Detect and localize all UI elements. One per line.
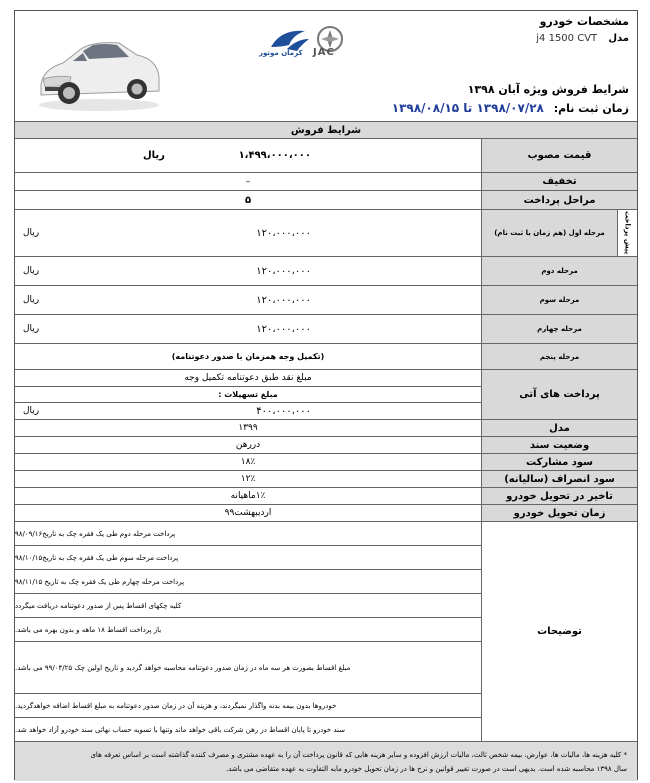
model-year-value: ۱۳۹۹ (238, 423, 258, 433)
kerman-motor-logo-text: کرمان موتور (259, 49, 303, 57)
stage2-currency: ریال (23, 266, 40, 276)
model-label: مدل (608, 33, 629, 44)
note-row (15, 545, 481, 569)
delivery-delay-value: ۱٪ماهیانه (230, 491, 266, 501)
registration-period (392, 101, 629, 115)
discount-label: تخفیف (481, 173, 637, 190)
prepayment-band: پیش پرداخت (617, 209, 637, 256)
future-payments-label: پرداخت های آتی (481, 370, 637, 419)
stage1-value: ۱۲۰،۰۰۰،۰۰۰ (256, 227, 311, 239)
note-row (15, 717, 481, 741)
cancel-profit-row (15, 470, 637, 487)
future-line1: مبلغ نقد طبق دعوتنامه تکمیل وجه (184, 373, 312, 383)
registration-dates: ۱۳۹۸/۰۷/۲۸ تا ۱۳۹۸/۰۸/۱۵ (391, 101, 544, 115)
doc-status-value: دررهن (235, 440, 261, 450)
stage3-value: ۱۲۰،۰۰۰،۰۰۰ (256, 294, 311, 306)
stage3-row (15, 285, 637, 314)
price-row (15, 138, 637, 172)
price-label: قیمت مصوب (481, 139, 637, 172)
delivery-time-label: زمان تحویل خودرو (481, 505, 637, 521)
model-year-label: مدل (481, 420, 637, 436)
footnote-line1: * کلیه هزینه ها، مالیات ها، عوارض، بیمه شخص ثالث، مالیات ارزش افزوده و سایر هزینه هایی که قانون پرداخت آن را به عهده مشتری و مصرف کننده گذاشته است بر اساس تعرفه های (90, 751, 627, 759)
note-item: باز پرداخت اقساط ۱۸ ماهه و بدون بهره می باشد. (15, 625, 162, 634)
sale-conditions-title: شرایط فروش ویژه آبان ۱۳۹۸ (467, 83, 629, 96)
share-profit-label: سود مشارکت (481, 454, 637, 470)
price-currency: ریال (143, 150, 165, 161)
future-line2: مبلغ تسهیلات : (218, 390, 278, 399)
note-row (15, 617, 481, 641)
future-amount: ۴۰۰،۰۰۰،۰۰۰ (256, 405, 311, 417)
note-row (15, 641, 481, 693)
model-value: j4 1500 CVT (536, 33, 598, 44)
payment-stages-value: ۵ (244, 194, 252, 206)
note-row (15, 693, 481, 717)
discount-row (15, 172, 637, 190)
stage5-value: (تکمیل وجه همزمان با صدور دعوتنامه) (171, 352, 325, 361)
stage2-label: مرحله دوم (481, 257, 637, 285)
stage4-value: ۱۲۰،۰۰۰،۰۰۰ (256, 323, 311, 335)
future-line2-row (15, 386, 481, 402)
specs-title: مشخصات خودرو (539, 15, 629, 28)
stage1-label: مرحله اول (هم زمان با ثبت نام) (481, 210, 617, 256)
section-title-row (15, 121, 637, 138)
note-item: پرداخت مرحله سوم طی یک فقره چک به تاریخ۹۸/۱۰/۱۵ (15, 553, 179, 562)
stage5-row (15, 343, 637, 369)
note-item: مبلغ اقساط بصورت هر سه ماه در زمان صدور دعوتنامه محاسبه خواهد گردید و تاریخ اولین چک ۹۹/۰۴/۲۵ می باشد. (15, 663, 351, 672)
stage3-label: مرحله سوم (481, 286, 637, 314)
note-item: کلیه چکهای اقساط پس از صدور دعوتنامه دریافت میگردد (15, 601, 182, 610)
footnote (15, 741, 637, 781)
cancel-profit-value: ۱۲٪ (240, 474, 256, 484)
note-item: خودروها بدون بیمه بدنه واگذار نمیگردند، و هزینه آن در زمان صدور دعوتنامه به مبلغ اقساط اضافه خواهدگردید. (15, 701, 337, 710)
doc-status-row (15, 436, 637, 453)
note-row (15, 521, 481, 545)
footnote-line2: سال ۱۳۹۸ محاسبه شده است. بدیهی است در صورت تغییر قوانین و نرخ ها در زمان تحویل خودرو مابه التفاوت به عهده متقاضی می باشد. (225, 765, 627, 773)
note-item: پرداخت مرحله دوم طی یک فقره چک به تاریخ۹۸/۰۹/۱۶ (15, 529, 176, 538)
delivery-time-value: اردیبهشت۹۹ (224, 508, 272, 518)
stage4-label: مرحله چهارم (481, 315, 637, 343)
delivery-delay-row (15, 487, 637, 504)
note-item: سند خودرو تا پایان اقساط در رهن شرکت باقی خواهد ماند وتنها با تسویه حساب نهائی سند خودرو آزاد خواهد شد. (15, 725, 346, 734)
doc-status-label: وضعیت سند (481, 437, 637, 453)
stage3-currency: ریال (23, 295, 40, 305)
registration-label: زمان ثبت نام: (553, 102, 629, 115)
car-image (33, 25, 165, 115)
stage4-currency: ریال (23, 324, 40, 334)
delivery-delay-label: تاخیر در تحویل خودرو (481, 488, 637, 504)
stage4-row (15, 314, 637, 343)
jac-logo-text: JAC (313, 47, 335, 58)
future-currency: ریال (23, 406, 40, 416)
price-value: ۱،۴۹۹،۰۰۰،۰۰۰ (238, 150, 311, 161)
cancel-profit-label: سود انصراف (سالیانه) (481, 471, 637, 487)
kerman-motor-logo-icon (267, 25, 311, 63)
stage1-row (15, 209, 637, 256)
model-line (536, 33, 629, 44)
share-profit-value: ۱۸٪ (240, 457, 256, 467)
stage2-row (15, 256, 637, 285)
note-row (15, 593, 481, 617)
stage5-label: مرحله پنجم (481, 344, 637, 369)
section-title: شرایط فروش (15, 122, 637, 138)
note-item: پرداخت مرحله چهارم طی یک فقره چک به تاریخ ۹۸/۱۱/۱۵ (15, 577, 185, 586)
future-amount-row (15, 402, 481, 419)
future-line1-row (15, 369, 481, 386)
note-row (15, 569, 481, 593)
sales-sheet (14, 10, 638, 780)
stage2-value: ۱۲۰،۰۰۰،۰۰۰ (256, 265, 311, 277)
payment-stages-label: مراحل پرداخت (481, 191, 637, 209)
delivery-time-row (15, 504, 637, 521)
model-year-row (15, 419, 637, 436)
stage1-currency: ریال (23, 228, 40, 238)
payment-stages-row (15, 190, 637, 209)
discount-value: – (245, 176, 251, 187)
notes-label: توضیحات (481, 522, 637, 741)
share-profit-row (15, 453, 637, 470)
